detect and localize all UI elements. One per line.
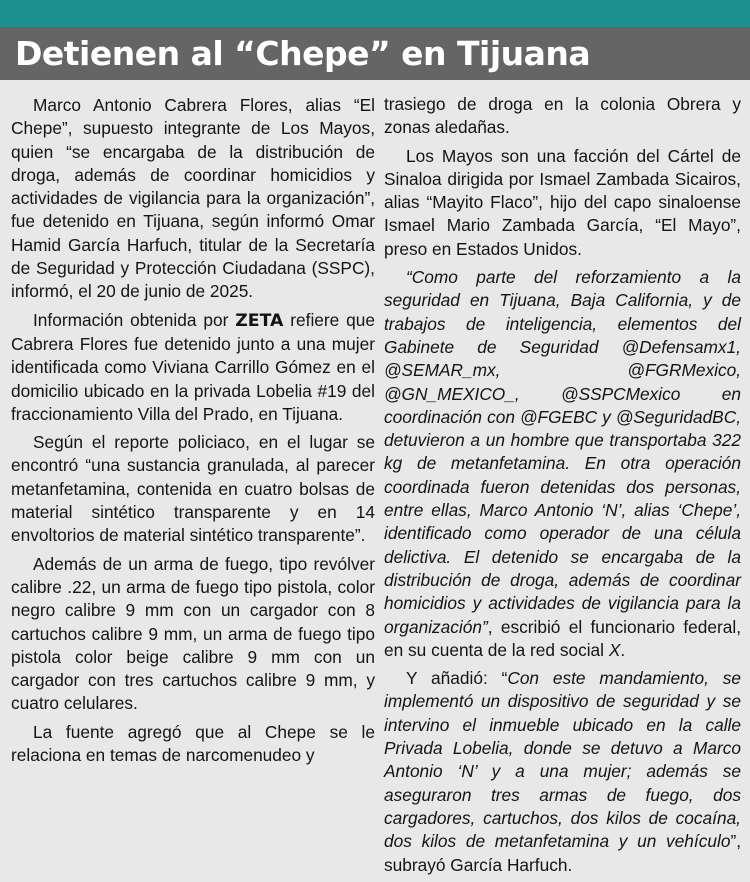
text-run: Y añadió: “ (406, 668, 508, 689)
paragraph: Marco Antonio Cabrera Flores, alias “El Chepe”, supuesto integrante de Los Mayos, quien “se encargaba de la distribución de droga, además de coordinar homicidios y actividades de vigilancia para la organización”, fue detenido en Tijuana, según informó Omar Hamid García Harfuch, titular de la Secretaría de Seguridad y Protección Ciudadana (SSPC), informó, el 20 de junio de 2025. (11, 95, 375, 302)
top-color-band (0, 0, 750, 27)
publication-name: ZETA (235, 310, 284, 331)
text-run: Información obtenida por (33, 309, 236, 330)
paragraph (11, 309, 375, 426)
quoted-text: “Como parte del reforzamiento a la seguridad en Tijuana, Baja California, y de trabajos de inteligencia, elementos del Gabinete de Seguridad @Defensamx1, @SEMAR_mx, @FGRMexico, @GN_MEXICO_, @SSPCMexico en coordinación con @FGEBC y @SeguridadBC, detuvieron a un hombre que transportaba 322 kg de metanfetamina. En otra operación coordinada fueron detenidas dos personas, entre ellas, Marco Antonio ‘N’, alias ‘Chepe’, identificado como operador de una célula delictiva. El detenido se encargaba de la distribución de droga, además de coordinar homicidios y actividades de vigilancia para la organización” (384, 267, 741, 637)
text-run: ”, subrayó García Harfuch. (384, 831, 741, 875)
paragraph: Además de un arma de fuego, tipo revólver calibre .22, un arma de fuego tipo pistola, color negro calibre 9 mm con un cargador con 8 cartuchos calibre 9 mm, un arma de fuego tipo pistola color beige calibre 9 mm con un cargador con tres cartuchos calibre 9 mm, y cuatro celulares. (11, 553, 375, 714)
text-run: , escribió el funcionario federal, en su cuenta de la red social (384, 616, 741, 660)
headline-bar (0, 27, 750, 80)
article-headline: Detienen al “Chepe” en Tijuana (15, 34, 591, 73)
paragraph (384, 266, 741, 662)
text-run: refiere que Cabrera Flores fue detenido junto a una mujer identificada como Viviana Carrillo Gómez en el domicilio ubicado en la privada Lobelia #19 del fraccionamiento Villa del Prado, en Tijuana. (11, 309, 376, 424)
paragraph (384, 667, 741, 877)
paragraph: La fuente agregó que al Chepe se le relaciona en temas de narcomenudeo y (11, 721, 375, 766)
paragraph: Los Mayos son una facción del Cártel de Sinaloa dirigida por Ismael Zambada Sicairos, alias “Mayito Flaco”, hijo del capo sinaloense Ismael Mario Zambada García, “El Mayo”, preso en Estados Unidos. (384, 145, 741, 259)
paragraph-continuation: trasiego de droga en la colonia Obrera y zonas aledañas. (384, 94, 741, 138)
article-column-left (11, 94, 375, 772)
article-column-right (384, 93, 741, 882)
quoted-text: Con este mandamiento, se implementó un dispositivo de seguridad y se intervino el inmueble ubicado en la calle Privada Lobelia, donde se detuvo a Marco Antonio ‘N’ y a una mujer; además se aseguraron tres armas de fuego, dos cargadores, cartuchos, dos kilos de cocaína, dos kilos de metanfetamina y un vehículo (384, 668, 741, 852)
text-run: . (620, 639, 626, 660)
social-network-name: X (608, 639, 621, 660)
paragraph: Según el reporte policiaco, en el lugar se encontró “una sustancia granulada, al parecer metanfetamina, contenida en cuatro bolsas de material sintético transparente y en 14 envoltorios de material sintético transparente”. (11, 432, 375, 546)
